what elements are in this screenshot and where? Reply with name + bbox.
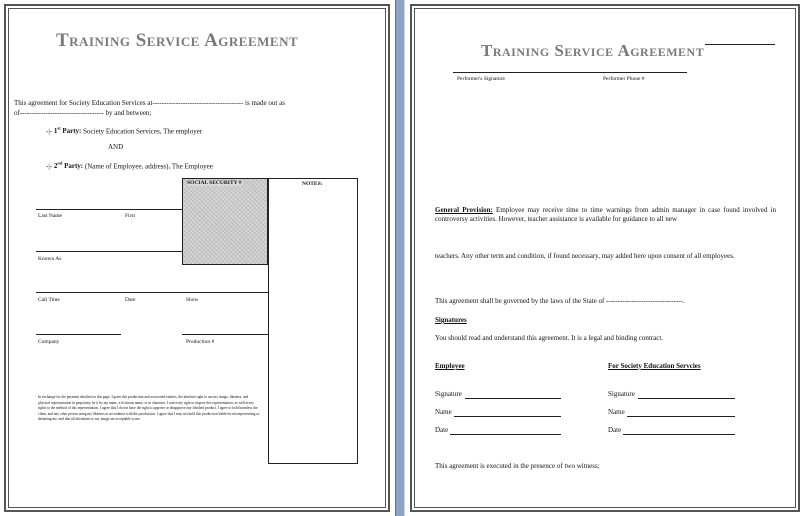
release-fine-print: In exchange for the payment detailed on this page, I grant this production and associated entities, the absolute right to use my image, likeness, and physical representation in perpetuity, be it by my name, a fictitious name, or in character. I waive my right to inspect this representation, as well as my rights to the method of this representation. I agree that I do not have the right to approve or disapprove any finished product. I agree to hold harmless the client, and any other person using my likeness in accordance with this production. I agree that I may not hold this production liable for misrepresenting or defaming me, and that all alterations to my image are acceptable to me. — [38, 395, 260, 422]
last-name-label: Last Name — [38, 213, 62, 219]
call-time-label: Call Time — [38, 297, 60, 303]
society-date-field[interactable] — [623, 434, 735, 435]
performer-phone-label: Performer Phone # — [603, 76, 645, 82]
production-label: Production # — [186, 339, 215, 345]
general-provision-text: Employee may receive time to time warnings from admin manager in case found involved in controversy activities. However, teacher assistance is available for guidance to all new — [435, 206, 776, 223]
society-heading: For Society Education Servcies — [608, 362, 701, 370]
second-party-label: 2nd Party: — [53, 161, 84, 171]
signatures-text: You should read and understand this agreement. It is a legal and binding contract. — [435, 334, 664, 342]
known-as-label: Known As — [38, 256, 62, 262]
general-provision-label: General Provision: — [435, 206, 493, 214]
employee-heading: Employee — [435, 362, 465, 370]
employee-name-label: Name — [435, 408, 452, 416]
second-party-value: (Name of Employee, address), The Employee — [84, 162, 213, 171]
company-label: Company — [38, 339, 60, 345]
teachers-paragraph: teachers. Any other term and condition, if found necessary, may added here upon consent of all employees. — [435, 252, 735, 260]
known-as-line — [36, 251, 182, 252]
social-security-box[interactable] — [182, 178, 268, 265]
intro-line-2: of------------------------------------ by and between; — [14, 109, 152, 117]
performer-signature-label: Performer's Signature — [457, 76, 505, 82]
page-gap-divider — [395, 0, 405, 516]
first-name-label: First — [125, 213, 136, 219]
society-signature-label: Signature — [608, 390, 635, 398]
witness-text: This agreement is executed in the presence of two witness; — [435, 462, 600, 470]
society-name-field[interactable] — [627, 416, 735, 417]
signatures-heading: Signatures — [435, 316, 467, 324]
notes-label: NOTES: — [302, 181, 323, 187]
performer-line — [453, 72, 687, 73]
social-security-label: SOCIAL SECURITY # — [187, 180, 242, 186]
society-signature-field[interactable] — [638, 398, 735, 399]
call-time-line — [36, 292, 268, 293]
notes-box[interactable] — [268, 178, 358, 464]
show-label: Show — [186, 297, 199, 303]
first-party-line — [46, 126, 202, 135]
employee-signature-label: Signature — [435, 390, 462, 398]
second-party-line — [46, 161, 213, 170]
second-party-bullet: -|- — [46, 162, 53, 171]
first-party-label: 1st Party: — [53, 126, 82, 136]
society-date-label: Date — [608, 426, 622, 434]
name-line — [36, 209, 182, 210]
employee-signature-field[interactable] — [465, 398, 561, 399]
governed-by-text: This agreement shall be governed by the laws of the State of ---------------------------------. — [435, 297, 685, 305]
employee-date-field[interactable] — [450, 434, 561, 435]
company-line — [36, 334, 121, 335]
employee-date-label: Date — [435, 426, 449, 434]
right-document-page — [405, 0, 804, 516]
top-signature-line — [705, 44, 775, 45]
and-text: AND — [108, 143, 124, 151]
general-provision-paragraph — [435, 206, 776, 224]
intro-line-1: This agreement for Society Education Services at--------------------------------------- is made out as — [14, 99, 285, 107]
society-name-label: Name — [608, 408, 625, 416]
production-line — [182, 334, 268, 335]
employee-name-field[interactable] — [454, 416, 561, 417]
first-party-value: Society Education Services, The employer — [83, 127, 203, 136]
page-title: Training Service Agreement — [56, 30, 299, 51]
first-party-bullet: -|- — [46, 127, 53, 136]
page-title: Training Service Agreement — [481, 41, 705, 60]
date-label: Date — [125, 297, 136, 303]
left-document-page — [0, 0, 394, 516]
